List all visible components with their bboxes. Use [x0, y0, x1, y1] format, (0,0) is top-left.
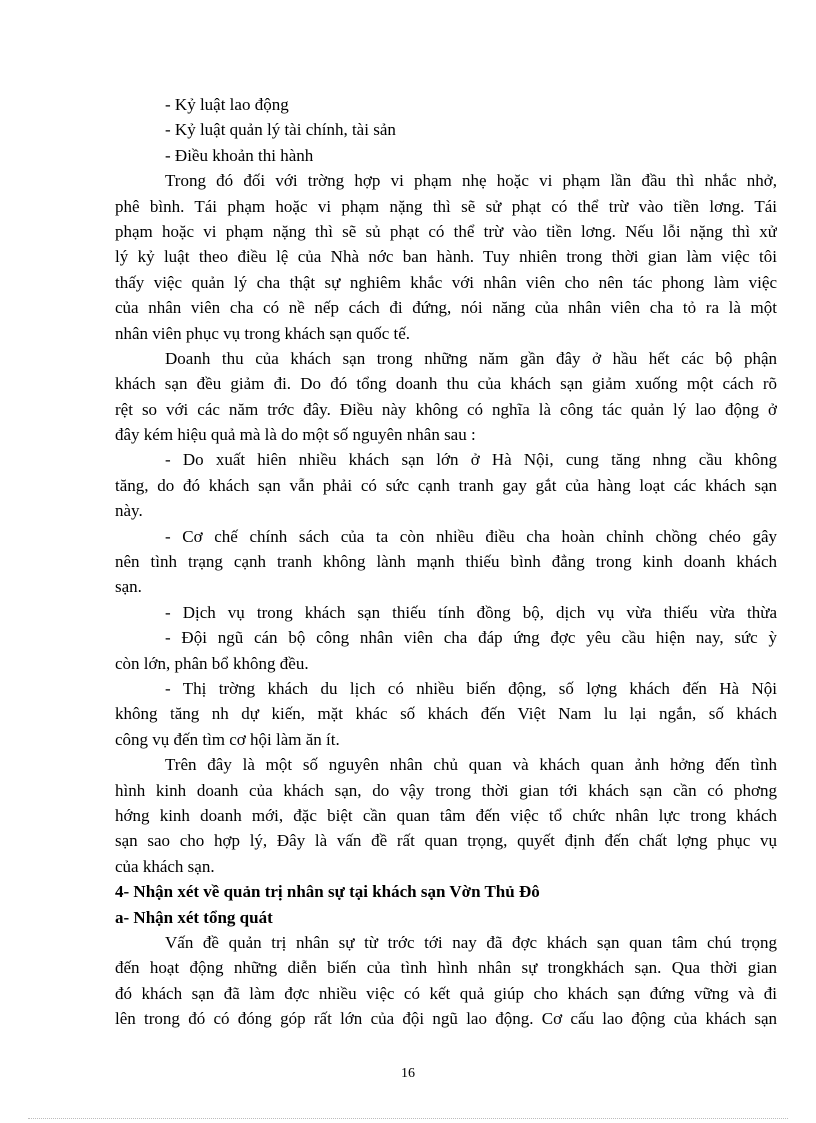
paragraph-line: sạn.: [115, 577, 142, 597]
paragraph-line: Trong đó đối với trờng hợp vi phạm nhẹ hoặc vi phạm lần đầu thì nhắc nhở,: [165, 171, 777, 191]
paragraph-line: còn lớn, phân bổ không đều.: [115, 653, 309, 673]
paragraph-line: sạn sao cho hợp lý, Đây là vấn đề rất quan trọng, quyết định đến chất lợng phục vụ: [115, 831, 777, 851]
list-item: - Kỷ luật lao động: [165, 95, 289, 114]
list-item: - Cơ chế chính sách của ta còn nhiều điều cha hoàn chỉnh chồng chéo gây: [165, 526, 777, 546]
paragraph-line: của khách sạn.: [115, 856, 215, 876]
paragraph-line: không tăng nh dự kiến, mặt khác số khách đến Việt Nam lu lại ngắn, số khách: [115, 704, 777, 724]
list-item: - Kỷ luật quản lý tài chính, tài sản: [165, 120, 396, 140]
paragraph-line: hớng kinh doanh mới, đặc biệt cần quan tâm đến việc tổ chức nhân lực trong khách: [115, 805, 777, 825]
page-number: 16: [401, 1066, 415, 1081]
paragraph-line: phạm hoặc vi phạm nặng thì sẽ sủ phạt có thể trừ vào tiền lơng. Nếu lỗi nặng thì xử: [115, 221, 777, 241]
paragraph-line: phê bình. Tái phạm hoặc vi phạm nặng thì sẽ sử phạt có thể trừ vào tiền lơng. Tái: [115, 196, 777, 216]
paragraph-line: của nhân viên cha có nề nếp cách đi đứng, nói năng của nhân viên cha tỏ ra là một: [115, 298, 777, 318]
list-item: - Điều khoản thi hành: [165, 145, 314, 165]
paragraph-line: khách sạn đều giảm đi. Do đó tổng doanh thu của khách sạn giảm xuống một cách rõ: [115, 374, 777, 394]
paragraph-line: Doanh thu của khách sạn trong những năm gần đây ở hầu hết các bộ phận: [165, 348, 777, 368]
footer-divider: [28, 1118, 788, 1119]
paragraph-line: công vụ đến tìm cơ hội làm ăn ít.: [115, 729, 340, 749]
paragraph-line: đây kém hiệu quả mà là do một số nguyên nhân sau :: [115, 425, 476, 445]
paragraph-line: hình kinh doanh của khách sạn, do vậy trong thời gian tới khách sạn cần có phơng: [115, 780, 777, 800]
paragraph-line: Trên đây là một số nguyên nhân chủ quan và khách quan ảnh hởng đến tình: [165, 755, 777, 775]
body-text: [115, 92, 777, 1031]
list-item: - Thị trờng khách du lịch có nhiều biến động, số lợng khách đến Hà Nội: [165, 678, 777, 698]
paragraph-line: tăng, do đó khách sạn vẫn phải có sức cạnh tranh gay gắt của hàng loạt các khách sạn: [115, 475, 777, 495]
paragraph-line: đến hoạt động những diễn biến của tình hình nhân sự trongkhách sạn. Qua thời gian: [115, 958, 777, 978]
section-heading: 4- Nhận xét về quản trị nhân sự tại khách sạn Vờn Thủ Đô: [115, 882, 540, 902]
list-item: - Do xuất hiên nhiều khách sạn lớn ở Hà Nội, cung tăng nhng cầu không: [165, 450, 777, 470]
paragraph-line: Vấn đề quản trị nhân sự từ trớc tới nay đã đợc khách sạn quan tâm chú trọng: [165, 932, 777, 952]
paragraph-line: nhân viên phục vụ trong khách sạn quốc tế.: [115, 323, 411, 343]
subsection-heading: a- Nhận xét tổng quát: [115, 907, 273, 927]
paragraph-line: nên tình trạng cạnh tranh không lành mạnh thiếu bình đẳng trong kinh doanh khách: [115, 552, 777, 572]
paragraph-line: lý kỷ luật theo điều lệ của Nhà nớc ban hành. Tuy nhiên trong thời gian làm việc tôi: [115, 247, 777, 267]
list-item: - Dịch vụ trong khách sạn thiếu tính đồng bộ, dịch vụ vừa thiếu vừa thừa: [165, 602, 777, 622]
paragraph-line: lên trong đó có đóng góp rất lớn của đội ngũ lao động. Cơ cấu lao động của khách sạn: [115, 1009, 777, 1029]
list-item: - Đội ngũ cán bộ công nhân viên cha đáp ứng đợc yêu cầu hiện nay, sức ỳ: [165, 628, 777, 648]
paragraph-line: này.: [115, 501, 143, 521]
paragraph-line: rệt so với các năm trớc đây. Điều này không có nghĩa là công tác quản lý lao động ở: [115, 399, 777, 419]
paragraph-line: đó khách sạn đã làm đợc nhiều việc có kết quả giúp cho khách sạn đứng vững và đi: [115, 983, 777, 1003]
paragraph-line: thấy việc quản lý cha thật sự nghiêm khắc với nhân viên cho nên tác phong làm việc: [115, 272, 777, 292]
